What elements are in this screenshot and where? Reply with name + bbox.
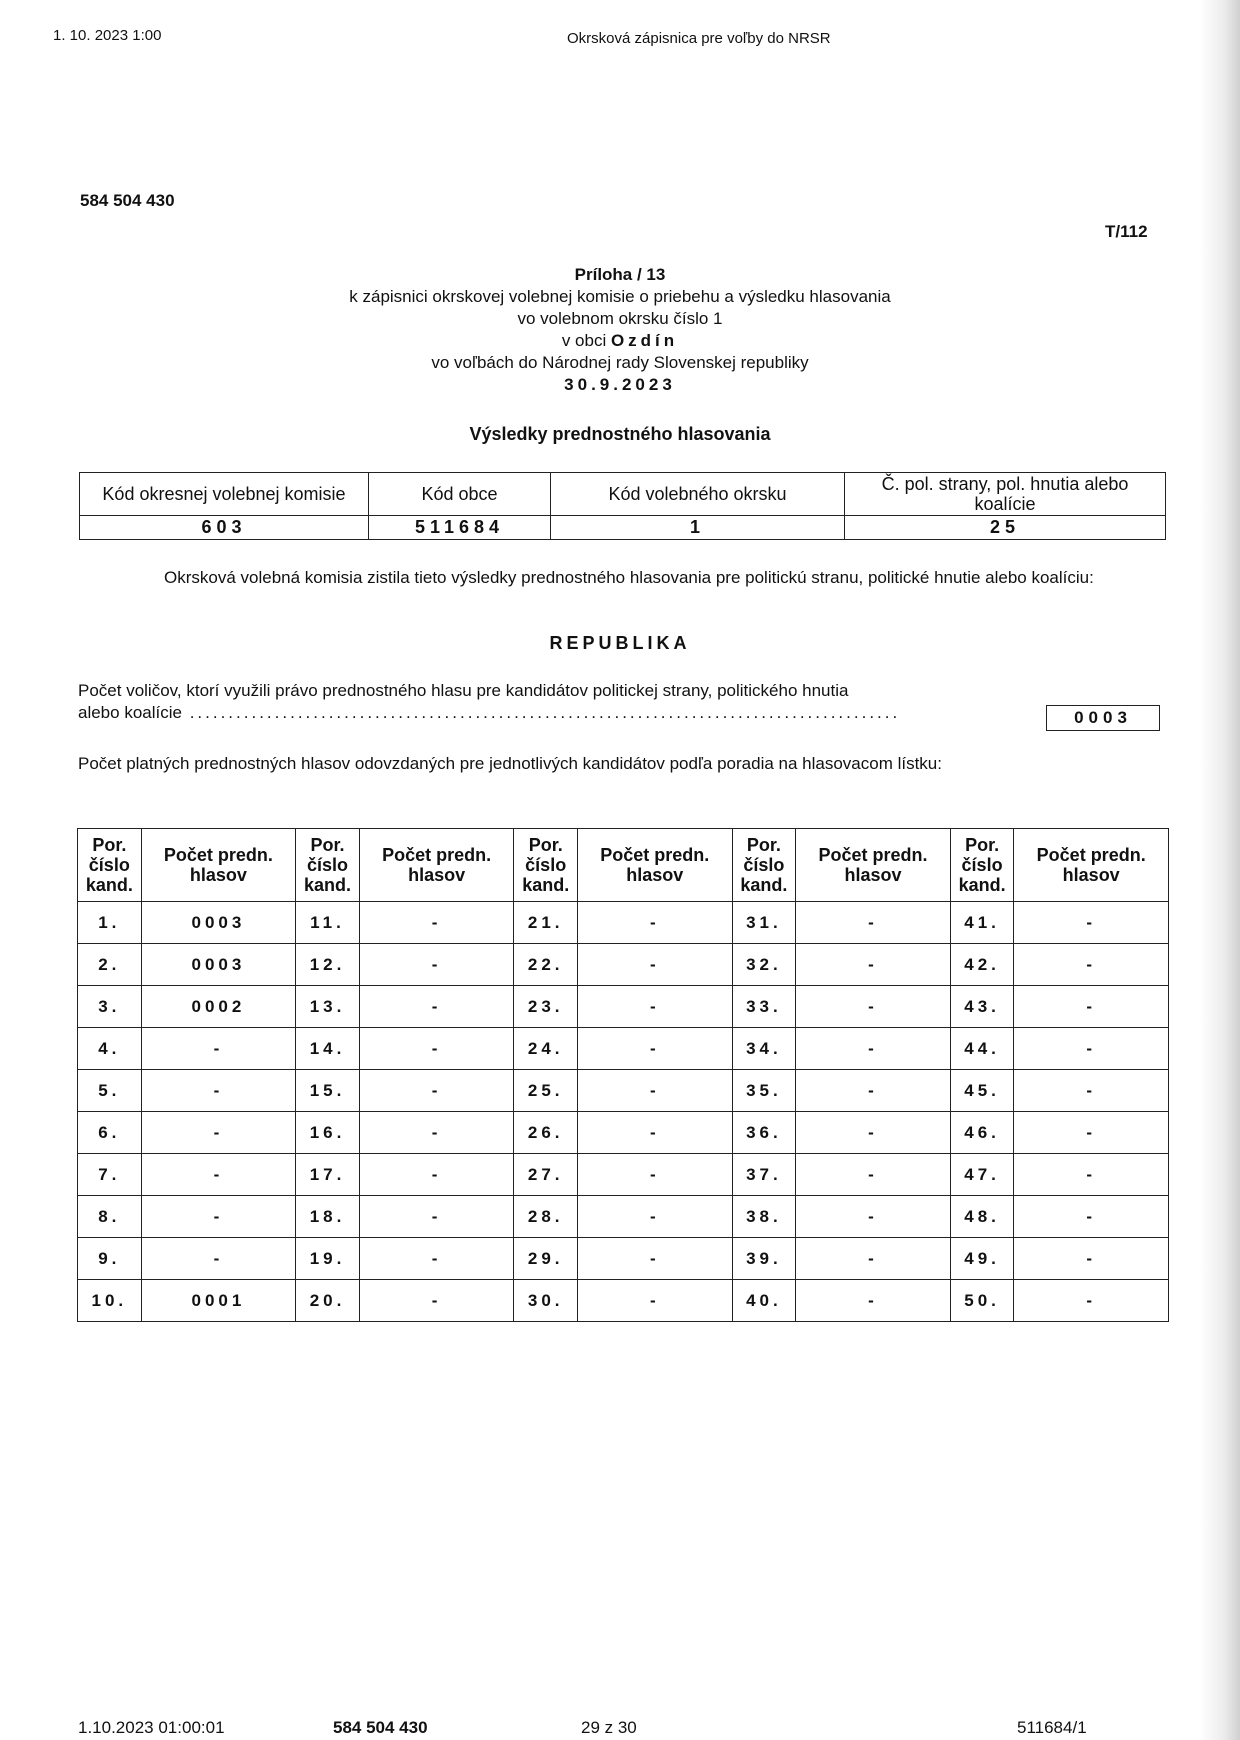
candidate-number: 3. (78, 986, 142, 1028)
candidate-number: 18. (296, 1196, 360, 1238)
preferential-votes-value: - (1014, 1112, 1169, 1154)
header-preferential-votes: Počet predn. hlasov (359, 829, 514, 902)
title-line-3: vo volebnom okrsku číslo 1 (517, 309, 723, 328)
codes-value-municipality: 511684 (369, 516, 551, 540)
table-row (78, 986, 1169, 1028)
form-code: T/112 (1105, 222, 1148, 241)
table-row (78, 1154, 1169, 1196)
candidate-number: 35. (732, 1070, 796, 1112)
municipality-name: Ozdín (610, 331, 679, 350)
voters-text-line1: Počet voličov, ktorí využili právo prednostného hlasu pre kandidátov politickej strany, politického hnutia (78, 681, 849, 700)
table-row (78, 902, 1169, 944)
candidate-number: 11. (296, 902, 360, 944)
preferential-votes-value: - (359, 1238, 514, 1280)
candidate-number: 48. (950, 1196, 1014, 1238)
candidate-number: 12. (296, 944, 360, 986)
preferential-votes-value: - (578, 1154, 733, 1196)
preferential-votes-value: 0003 (141, 902, 296, 944)
preferential-votes-value: - (578, 1280, 733, 1322)
candidate-number: 33. (732, 986, 796, 1028)
header-candidate-number: Por. číslo kand. (78, 829, 142, 902)
candidate-number: 40. (732, 1280, 796, 1322)
intro-text: Okrsková volebná komisia zistila tieto výsledky prednostného hlasovania pre politickú stranu, politické hnutie alebo koalíciu: (164, 568, 1094, 587)
footer-document-number: 584 504 430 (333, 1718, 428, 1737)
title-line-2: k zápisnici okrskovej volebnej komisie o priebehu a výsledku hlasovania (349, 287, 891, 306)
preferential-votes-value: - (141, 1238, 296, 1280)
codes-header-district: Kód okresnej volebnej komisie (80, 473, 369, 516)
preferential-votes-value: - (359, 1196, 514, 1238)
candidate-number: 26. (514, 1112, 578, 1154)
voters-text-line2 (78, 702, 1038, 724)
title-line-4 (240, 330, 1000, 352)
results-header-row (78, 829, 1169, 902)
preferential-votes-value: - (578, 1070, 733, 1112)
candidate-number: 6. (78, 1112, 142, 1154)
voters-count-box: 0003 (1046, 705, 1160, 731)
candidate-number: 7. (78, 1154, 142, 1196)
preferential-votes-value: - (796, 1280, 951, 1322)
preferential-votes-value: - (796, 1112, 951, 1154)
preferential-votes-value: - (1014, 902, 1169, 944)
party-name: REPUBLIKA (549, 633, 691, 653)
preferential-votes-value: - (359, 1028, 514, 1070)
preferential-votes-value: - (141, 1112, 296, 1154)
preferential-votes-value: - (796, 986, 951, 1028)
preferential-votes-value: - (359, 902, 514, 944)
preferential-votes-value: - (578, 986, 733, 1028)
preferential-votes-value: - (578, 1112, 733, 1154)
candidate-number: 5. (78, 1070, 142, 1112)
candidate-number: 28. (514, 1196, 578, 1238)
preferential-votes-value: - (1014, 1280, 1169, 1322)
preferential-votes-value: 0001 (141, 1280, 296, 1322)
municipality-prefix: v obci (561, 331, 611, 350)
section-subtitle: Výsledky prednostného hlasovania (469, 424, 771, 444)
preferential-votes-value: - (796, 1196, 951, 1238)
candidate-number: 29. (514, 1238, 578, 1280)
candidate-number: 10. (78, 1280, 142, 1322)
candidate-number: 32. (732, 944, 796, 986)
candidate-number: 15. (296, 1070, 360, 1112)
preferential-votes-value: - (578, 1196, 733, 1238)
table-row (78, 1238, 1169, 1280)
preferential-votes-value: - (796, 1238, 951, 1280)
preferential-votes-value: - (359, 1280, 514, 1322)
title-block (240, 264, 1000, 396)
preferential-votes-value: - (578, 902, 733, 944)
preferential-votes-value: - (1014, 986, 1169, 1028)
candidate-number: 24. (514, 1028, 578, 1070)
candidate-number: 2. (78, 944, 142, 986)
header-preferential-votes: Počet predn. hlasov (1014, 829, 1169, 902)
codes-header-municipality: Kód obce (369, 473, 551, 516)
preferential-votes-value: - (1014, 1070, 1169, 1112)
dotted-leader: ............................................................................................ (181, 703, 901, 722)
candidate-number: 14. (296, 1028, 360, 1070)
header-preferential-votes: Počet predn. hlasov (796, 829, 951, 902)
candidate-number: 17. (296, 1154, 360, 1196)
candidate-number: 41. (950, 902, 1014, 944)
table-row (78, 1112, 1169, 1154)
candidate-number: 37. (732, 1154, 796, 1196)
codes-value-party: 25 (845, 516, 1166, 540)
preferential-votes-value: - (796, 944, 951, 986)
footer-code: 511684/1 (1017, 1718, 1087, 1737)
preferential-votes-value: - (141, 1154, 296, 1196)
candidate-number: 46. (950, 1112, 1014, 1154)
preferential-votes-value: - (359, 944, 514, 986)
election-date: 30.9.2023 (564, 375, 676, 394)
candidate-number: 21. (514, 902, 578, 944)
print-datetime: 1. 10. 2023 1:00 (53, 27, 162, 44)
candidate-number: 25. (514, 1070, 578, 1112)
candidate-number: 39. (732, 1238, 796, 1280)
codes-header-precinct: Kód volebného okrsku (551, 473, 845, 516)
preferential-votes-value: - (1014, 944, 1169, 986)
preferential-votes-value: - (578, 944, 733, 986)
candidate-number: 49. (950, 1238, 1014, 1280)
codes-header-party: Č. pol. strany, pol. hnutia alebo koalície (845, 473, 1166, 516)
candidate-number: 43. (950, 986, 1014, 1028)
candidate-number: 8. (78, 1196, 142, 1238)
header-preferential-votes: Počet predn. hlasov (578, 829, 733, 902)
preferential-votes-value: - (578, 1238, 733, 1280)
candidate-number: 31. (732, 902, 796, 944)
table-row (78, 1196, 1169, 1238)
results-table (77, 828, 1169, 1322)
candidate-number: 30. (514, 1280, 578, 1322)
preferential-votes-value: - (1014, 1196, 1169, 1238)
candidate-number: 50. (950, 1280, 1014, 1322)
preferential-votes-value: - (578, 1028, 733, 1070)
document-title: Okrsková zápisnica pre voľby do NRSR (567, 30, 831, 47)
preferential-votes-value: - (141, 1196, 296, 1238)
footer-page-number: 29 z 30 (581, 1718, 637, 1737)
valid-votes-text: Počet platných prednostných hlasov odovzdaných pre jednotlivých kandidátov podľa poradia na hlasovacom lístku: (78, 754, 942, 773)
table-row (78, 944, 1169, 986)
footer-datetime: 1.10.2023 01:00:01 (78, 1718, 225, 1737)
candidate-number: 44. (950, 1028, 1014, 1070)
annex-title: Príloha / 13 (574, 265, 666, 284)
preferential-votes-value: - (1014, 1238, 1169, 1280)
preferential-votes-value: - (141, 1070, 296, 1112)
preferential-votes-value: 0002 (141, 986, 296, 1028)
candidate-number: 4. (78, 1028, 142, 1070)
table-row (78, 1280, 1169, 1322)
preferential-votes-value: - (141, 1028, 296, 1070)
title-line-5: vo voľbách do Národnej rady Slovenskej republiky (431, 353, 809, 372)
codes-table (79, 472, 1166, 540)
voters-text-label: alebo koalície (78, 703, 182, 722)
codes-value-precinct: 1 (551, 516, 845, 540)
candidate-number: 22. (514, 944, 578, 986)
candidate-number: 9. (78, 1238, 142, 1280)
preferential-votes-value: - (796, 1154, 951, 1196)
candidate-number: 1. (78, 902, 142, 944)
codes-value-district: 603 (80, 516, 369, 540)
candidate-number: 47. (950, 1154, 1014, 1196)
preferential-votes-value: - (796, 1028, 951, 1070)
header-candidate-number: Por. číslo kand. (296, 829, 360, 902)
preferential-votes-value: 0003 (141, 944, 296, 986)
preferential-votes-value: - (359, 1154, 514, 1196)
candidate-number: 20. (296, 1280, 360, 1322)
header-candidate-number: Por. číslo kand. (514, 829, 578, 902)
preferential-votes-value: - (359, 1112, 514, 1154)
candidate-number: 42. (950, 944, 1014, 986)
scan-edge-shadow (1200, 0, 1240, 1740)
preferential-votes-value: - (796, 1070, 951, 1112)
candidate-number: 38. (732, 1196, 796, 1238)
document-number: 584 504 430 (80, 191, 175, 210)
header-candidate-number: Por. číslo kand. (732, 829, 796, 902)
preferential-votes-value: - (359, 986, 514, 1028)
candidate-number: 23. (514, 986, 578, 1028)
candidate-number: 16. (296, 1112, 360, 1154)
candidate-number: 13. (296, 986, 360, 1028)
candidate-number: 34. (732, 1028, 796, 1070)
candidate-number: 45. (950, 1070, 1014, 1112)
preferential-votes-value: - (359, 1070, 514, 1112)
table-row (78, 1070, 1169, 1112)
header-candidate-number: Por. číslo kand. (950, 829, 1014, 902)
table-row (78, 1028, 1169, 1070)
candidate-number: 27. (514, 1154, 578, 1196)
preferential-votes-value: - (796, 902, 951, 944)
candidate-number: 36. (732, 1112, 796, 1154)
preferential-votes-value: - (1014, 1154, 1169, 1196)
preferential-votes-value: - (1014, 1028, 1169, 1070)
candidate-number: 19. (296, 1238, 360, 1280)
header-preferential-votes: Počet predn. hlasov (141, 829, 296, 902)
